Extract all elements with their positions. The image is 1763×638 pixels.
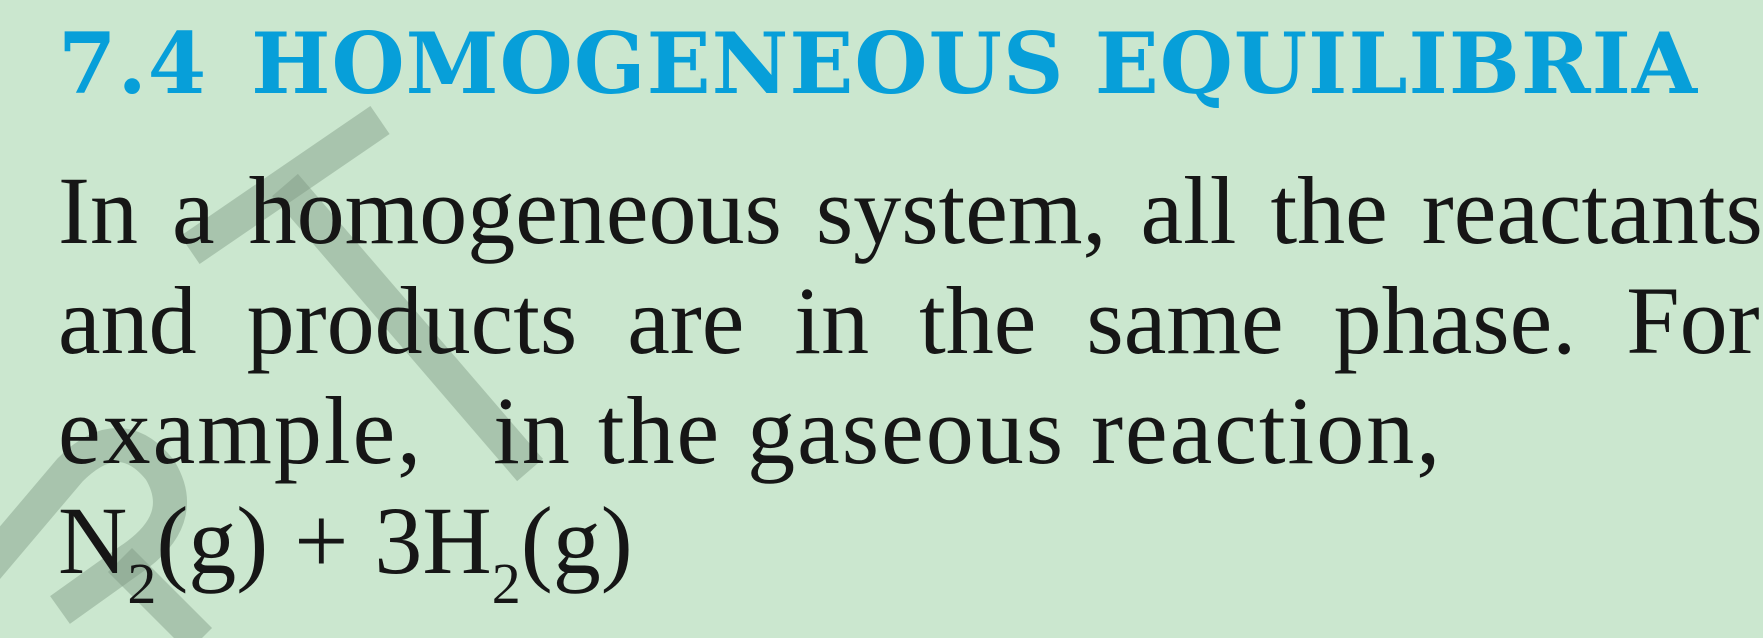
equation-n-state: (g) bbox=[156, 487, 269, 594]
section-number: 7.4 bbox=[58, 14, 208, 113]
paragraph-line-2: and products are in the same phase. For bbox=[58, 267, 1760, 374]
equation-h-state: (g) bbox=[520, 487, 633, 594]
paragraph-line-1: In a homogeneous system, all the reactants bbox=[58, 157, 1763, 264]
section-title: HOMOGENEOUS EQUILIBRIA bbox=[251, 14, 1699, 113]
equation-n-symbol: N bbox=[58, 487, 128, 594]
paragraph-line-3-rest: in the gaseous reaction, bbox=[493, 377, 1443, 484]
equation-n-subscript: 2 bbox=[127, 551, 157, 616]
section-heading bbox=[58, 14, 1698, 114]
paragraph-line-3 bbox=[58, 376, 1442, 486]
equation-h-symbol: 3H bbox=[374, 487, 492, 594]
equation-plus: + bbox=[294, 487, 349, 594]
paragraph-line-3-word1: example, bbox=[58, 377, 424, 484]
chemical-equation bbox=[58, 486, 633, 616]
equation-h-subscript: 2 bbox=[491, 551, 521, 616]
